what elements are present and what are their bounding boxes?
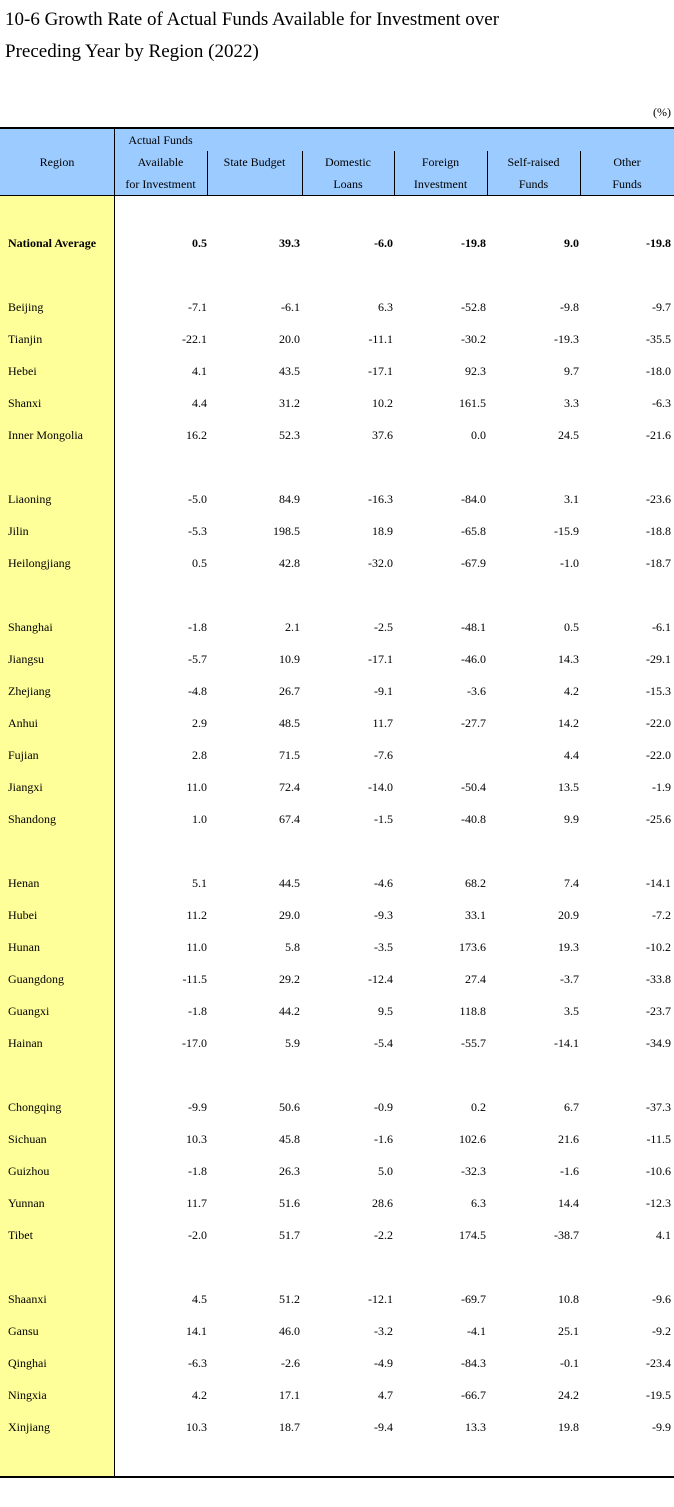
- row-region-name: Henan: [8, 876, 40, 890]
- table-row: [0, 515, 674, 547]
- row-value-cell: 4.7: [378, 1388, 393, 1402]
- header-actual-funds: [114, 129, 207, 195]
- row-value-cell: 4.2: [564, 684, 579, 698]
- table-row: [0, 1027, 674, 1059]
- row-region-name: Tibet: [8, 1228, 33, 1242]
- row-value-cell: -12.1: [368, 1292, 393, 1306]
- row-value-cell: 16.2: [186, 428, 207, 442]
- row-region-name: Ningxia: [8, 1388, 47, 1402]
- table-row: [0, 739, 674, 771]
- row-value-cell: 5.9: [285, 1036, 300, 1050]
- row-value-cell: -6.1: [652, 620, 671, 634]
- row-value-cell: 24.2: [558, 1388, 579, 1402]
- row-value-cell: -1.8: [188, 620, 207, 634]
- row-value-cell: 11.2: [186, 908, 207, 922]
- row-region-name: Yunnan: [8, 1196, 45, 1210]
- row-value-cell: -19.8: [646, 236, 671, 250]
- row-value-cell: 10.3: [186, 1132, 207, 1146]
- row-value-cell: 4.5: [192, 1292, 207, 1306]
- row-value-cell: 102.6: [459, 1132, 486, 1146]
- row-value-cell: -1.6: [560, 1164, 579, 1178]
- row-value-cell: 173.6: [459, 940, 486, 954]
- row-value-cell: -19.8: [461, 236, 486, 250]
- row-value-cell: 21.6: [558, 1132, 579, 1146]
- row-value-cell: 11.0: [186, 940, 207, 954]
- row-value-cell: -9.2: [652, 1324, 671, 1338]
- row-value-cell: 29.0: [279, 908, 300, 922]
- row-value-cell: -16.3: [368, 492, 393, 506]
- row-value-cell: 13.3: [465, 1420, 486, 1434]
- table-row: [0, 867, 674, 899]
- header-other-funds-line1: Other: [613, 155, 641, 169]
- row-value-cell: 51.7: [279, 1228, 300, 1242]
- row-value-cell: 19.8: [558, 1420, 579, 1434]
- row-value-cell: 71.5: [279, 748, 300, 762]
- table-row: [0, 419, 674, 451]
- row-value-cell: -1.8: [188, 1004, 207, 1018]
- row-value-cell: -1.0: [560, 556, 579, 570]
- row-value-cell: -2.5: [374, 620, 393, 634]
- row-value-cell: 17.1: [279, 1388, 300, 1402]
- table-row: [0, 355, 674, 387]
- table-row: [0, 675, 674, 707]
- row-value-cell: -0.1: [560, 1356, 579, 1370]
- row-value-cell: 14.3: [558, 652, 579, 666]
- row-value-cell: 67.4: [279, 812, 300, 826]
- header-other-funds: [580, 151, 674, 195]
- row-value-cell: -3.5: [374, 940, 393, 954]
- row-value-cell: 4.1: [192, 364, 207, 378]
- row-value-cell: -23.7: [646, 1004, 671, 1018]
- row-value-cell: 161.5: [459, 396, 486, 410]
- row-value-cell: 14.1: [186, 1324, 207, 1338]
- row-region-name: Hebei: [8, 364, 37, 378]
- row-region-name: Shanghai: [8, 620, 53, 634]
- row-value-cell: 9.5: [378, 1004, 393, 1018]
- row-value-cell: 31.2: [279, 396, 300, 410]
- row-value-cell: 68.2: [465, 876, 486, 890]
- row-value-cell: -10.6: [646, 1164, 671, 1178]
- row-value-cell: -34.9: [646, 1036, 671, 1050]
- row-value-cell: 29.2: [279, 972, 300, 986]
- row-value-cell: -6.0: [374, 236, 393, 250]
- row-value-cell: 43.5: [279, 364, 300, 378]
- row-value-cell: -9.1: [374, 684, 393, 698]
- row-value-cell: -6.3: [652, 396, 671, 410]
- header-foreign-investment: [394, 151, 487, 195]
- row-region-name: Heilongjiang: [8, 556, 71, 570]
- row-value-cell: -7.6: [374, 748, 393, 762]
- table-row: [0, 1315, 674, 1347]
- row-value-cell: -7.1: [188, 300, 207, 314]
- row-value-cell: 0.5: [564, 620, 579, 634]
- row-value-cell: 84.9: [279, 492, 300, 506]
- row-region-name: Xinjiang: [8, 1420, 50, 1434]
- header-actual-funds-line1: Actual Funds: [128, 133, 193, 147]
- table-row: [0, 995, 674, 1027]
- table-row: [0, 387, 674, 419]
- title-line-1: 10-6 Growth Rate of Actual Funds Available for Investment over: [5, 9, 500, 30]
- row-value-cell: -9.9: [188, 1100, 207, 1114]
- row-value-cell: -9.6: [652, 1292, 671, 1306]
- row-value-cell: -11.1: [368, 332, 393, 346]
- row-value-cell: 50.6: [279, 1100, 300, 1114]
- header-domestic-loans-line1: Domestic: [325, 155, 371, 169]
- row-value-cell: -11.5: [646, 1132, 671, 1146]
- row-region-name: Zhejiang: [8, 684, 51, 698]
- row-region-name: Shanxi: [8, 396, 42, 410]
- row-value-cell: -66.7: [461, 1388, 486, 1402]
- row-region-name: Shandong: [8, 812, 56, 826]
- row-value-cell: 3.1: [564, 492, 579, 506]
- table-row: [0, 707, 674, 739]
- row-value-cell: 10.8: [558, 1292, 579, 1306]
- row-value-cell: -55.7: [461, 1036, 486, 1050]
- row-value-cell: 51.6: [279, 1196, 300, 1210]
- row-value-cell: -1.9: [652, 780, 671, 794]
- row-value-cell: -46.0: [461, 652, 486, 666]
- row-region-name: Fujian: [8, 748, 39, 762]
- row-value-cell: 4.4: [564, 748, 579, 762]
- row-value-cell: 0.5: [192, 236, 207, 250]
- row-value-cell: -65.8: [461, 524, 486, 538]
- row-value-cell: -9.3: [374, 908, 393, 922]
- table-row: [0, 547, 674, 579]
- table-row: [0, 963, 674, 995]
- header-self-raised: [487, 151, 580, 195]
- table-row: [0, 1123, 674, 1155]
- row-value-cell: -19.3: [554, 332, 579, 346]
- header-region: Region: [39, 155, 75, 169]
- header-other-funds-line2: Funds: [612, 177, 642, 191]
- row-region-name: Gansu: [8, 1324, 39, 1338]
- row-value-cell: 52.3: [279, 428, 300, 442]
- row-value-cell: 11.7: [372, 716, 393, 730]
- row-value-cell: 9.0: [564, 236, 579, 250]
- row-value-cell: -6.3: [188, 1356, 207, 1370]
- row-value-cell: -10.2: [646, 940, 671, 954]
- row-value-cell: 0.5: [192, 556, 207, 570]
- row-value-cell: 11.7: [186, 1196, 207, 1210]
- title-line-2: Preceding Year by Region (2022): [5, 41, 259, 62]
- table-row: [0, 803, 674, 835]
- row-value-cell: 10.9: [279, 652, 300, 666]
- row-value-cell: -4.9: [374, 1356, 393, 1370]
- row-value-cell: 37.6: [372, 428, 393, 442]
- row-value-cell: -30.2: [461, 332, 486, 346]
- row-value-cell: 46.0: [279, 1324, 300, 1338]
- row-value-cell: 18.7: [279, 1420, 300, 1434]
- row-value-cell: 10.2: [372, 396, 393, 410]
- row-value-cell: -52.8: [461, 300, 486, 314]
- row-value-cell: 18.9: [372, 524, 393, 538]
- header-foreign-investment-line1: Foreign: [421, 155, 460, 169]
- row-region-name: Jiangxi: [8, 780, 43, 794]
- table-row: [0, 1283, 674, 1315]
- table-row: [0, 1219, 674, 1251]
- table-row: [0, 1379, 674, 1411]
- row-value-cell: -32.0: [368, 556, 393, 570]
- row-region-name: Jilin: [8, 524, 29, 538]
- row-value-cell: -9.8: [560, 300, 579, 314]
- row-value-cell: 5.1: [192, 876, 207, 890]
- row-value-cell: -2.0: [188, 1228, 207, 1242]
- data-table: [0, 127, 674, 1478]
- row-value-cell: -67.9: [461, 556, 486, 570]
- row-value-cell: 14.2: [558, 716, 579, 730]
- row-value-cell: 5.0: [378, 1164, 393, 1178]
- row-value-cell: 118.8: [459, 1004, 486, 1018]
- row-value-cell: -18.8: [646, 524, 671, 538]
- row-value-cell: -22.0: [646, 748, 671, 762]
- table-row: [0, 771, 674, 803]
- row-value-cell: -84.3: [461, 1356, 486, 1370]
- row-value-cell: 0.0: [471, 428, 486, 442]
- row-value-cell: -5.0: [188, 492, 207, 506]
- table-row: [0, 1187, 674, 1219]
- row-value-cell: 72.4: [279, 780, 300, 794]
- row-value-cell: 51.2: [279, 1292, 300, 1306]
- row-value-cell: -4.8: [188, 684, 207, 698]
- row-value-cell: -4.6: [374, 876, 393, 890]
- row-region-name: Sichuan: [8, 1132, 47, 1146]
- row-value-cell: -84.0: [461, 492, 486, 506]
- header-domestic-loans: [302, 151, 394, 195]
- row-value-cell: 2.1: [285, 620, 300, 634]
- row-region-name: Inner Mongolia: [8, 428, 83, 442]
- row-value-cell: -11.5: [182, 972, 207, 986]
- row-value-cell: 28.6: [372, 1196, 393, 1210]
- row-value-cell: -21.6: [646, 428, 671, 442]
- row-value-cell: 20.0: [279, 332, 300, 346]
- row-region-name: Tianjin: [8, 332, 43, 346]
- table-row: [0, 1091, 674, 1123]
- row-region-name: Shaanxi: [8, 1292, 47, 1306]
- row-region-name: Liaoning: [8, 492, 52, 506]
- header-domestic-loans-line2: Loans: [333, 177, 363, 191]
- row-value-cell: 5.8: [285, 940, 300, 954]
- row-value-cell: -27.7: [461, 716, 486, 730]
- row-value-cell: 92.3: [465, 364, 486, 378]
- header-actual-funds-line3: for Investment: [125, 177, 196, 191]
- row-region-name: Qinghai: [8, 1356, 47, 1370]
- row-value-cell: -23.4: [646, 1356, 671, 1370]
- row-region-name: Jiangsu: [8, 652, 44, 666]
- header-actual-funds-line2: Available: [137, 155, 184, 169]
- row-value-cell: -2.6: [281, 1356, 300, 1370]
- row-value-cell: -18.0: [646, 364, 671, 378]
- row-value-cell: 11.0: [186, 780, 207, 794]
- header-self-raised-line1: Self-raised: [507, 155, 560, 169]
- row-value-cell: -18.7: [646, 556, 671, 570]
- row-value-cell: -22.0: [646, 716, 671, 730]
- table-row: [0, 899, 674, 931]
- row-value-cell: -12.3: [646, 1196, 671, 1210]
- row-value-cell: -1.5: [374, 812, 393, 826]
- row-value-cell: -6.1: [281, 300, 300, 314]
- row-value-cell: 14.4: [558, 1196, 579, 1210]
- row-value-cell: 4.4: [192, 396, 207, 410]
- row-value-cell: -3.6: [467, 684, 486, 698]
- row-value-cell: -17.1: [368, 652, 393, 666]
- row-value-cell: -15.3: [646, 684, 671, 698]
- row-value-cell: 45.8: [279, 1132, 300, 1146]
- row-value-cell: 26.7: [279, 684, 300, 698]
- row-value-cell: -32.3: [461, 1164, 486, 1178]
- row-value-cell: -1.8: [188, 1164, 207, 1178]
- row-value-cell: -19.5: [646, 1388, 671, 1402]
- row-value-cell: 33.1: [465, 908, 486, 922]
- row-value-cell: 39.3: [279, 236, 300, 250]
- row-value-cell: -12.4: [368, 972, 393, 986]
- row-value-cell: -5.3: [188, 524, 207, 538]
- row-region-name: Hunan: [8, 940, 40, 954]
- row-value-cell: -17.0: [182, 1036, 207, 1050]
- row-value-cell: 3.3: [564, 396, 579, 410]
- row-value-cell: -7.2: [652, 908, 671, 922]
- row-value-cell: -0.9: [374, 1100, 393, 1114]
- row-region-name: Guangxi: [8, 1004, 50, 1018]
- table-row: [0, 1347, 674, 1379]
- row-value-cell: 9.9: [564, 812, 579, 826]
- table-row: [0, 227, 674, 259]
- header-foreign-investment-line2: Investment: [413, 177, 468, 191]
- row-region-name: Anhui: [8, 716, 38, 730]
- row-value-cell: 9.7: [564, 364, 579, 378]
- table-row: [0, 931, 674, 963]
- table-row: [0, 291, 674, 323]
- row-value-cell: 48.5: [279, 716, 300, 730]
- row-value-cell: 4.1: [656, 1228, 671, 1242]
- header-self-raised-line2: Funds: [518, 177, 549, 191]
- row-value-cell: 6.7: [564, 1100, 579, 1114]
- row-value-cell: -29.1: [646, 652, 671, 666]
- row-value-cell: -14.1: [646, 876, 671, 890]
- row-value-cell: -9.7: [652, 300, 671, 314]
- row-value-cell: 24.5: [558, 428, 579, 442]
- row-value-cell: 198.5: [273, 524, 300, 538]
- unit-label: (%): [653, 105, 671, 119]
- row-value-cell: 13.5: [558, 780, 579, 794]
- row-value-cell: -25.6: [646, 812, 671, 826]
- row-value-cell: -38.7: [554, 1228, 579, 1242]
- row-region-name: Guangdong: [8, 972, 64, 986]
- table-row: [0, 1411, 674, 1443]
- row-value-cell: 10.3: [186, 1420, 207, 1434]
- row-value-cell: -14.0: [368, 780, 393, 794]
- row-value-cell: -15.9: [554, 524, 579, 538]
- table-header: [0, 129, 674, 196]
- row-value-cell: 7.4: [564, 876, 579, 890]
- row-value-cell: 1.0: [192, 812, 207, 826]
- table-row: [0, 611, 674, 643]
- row-value-cell: 2.8: [192, 748, 207, 762]
- row-value-cell: -3.2: [374, 1324, 393, 1338]
- row-value-cell: 20.9: [558, 908, 579, 922]
- row-value-cell: -1.6: [374, 1132, 393, 1146]
- row-value-cell: 44.5: [279, 876, 300, 890]
- row-value-cell: -9.9: [652, 1420, 671, 1434]
- row-value-cell: -33.8: [646, 972, 671, 986]
- row-region-name: Hubei: [8, 908, 38, 922]
- table-row: [0, 483, 674, 515]
- row-value-cell: -17.1: [368, 364, 393, 378]
- row-value-cell: -50.4: [461, 780, 486, 794]
- row-value-cell: -4.1: [467, 1324, 486, 1338]
- row-region-name: Guizhou: [8, 1164, 50, 1178]
- row-value-cell: -22.1: [182, 332, 207, 346]
- table-title: [5, 4, 665, 68]
- row-value-cell: -5.4: [374, 1036, 393, 1050]
- row-region-name: Hainan: [8, 1036, 43, 1050]
- row-value-cell: -9.4: [374, 1420, 393, 1434]
- row-value-cell: 6.3: [471, 1196, 486, 1210]
- row-value-cell: 25.1: [558, 1324, 579, 1338]
- row-value-cell: 174.5: [459, 1228, 486, 1242]
- row-value-cell: -48.1: [461, 620, 486, 634]
- row-value-cell: -37.3: [646, 1100, 671, 1114]
- row-region-name: National Average: [8, 236, 97, 250]
- table-row: [0, 323, 674, 355]
- row-value-cell: -23.6: [646, 492, 671, 506]
- row-value-cell: -14.1: [554, 1036, 579, 1050]
- row-region-name: Chongqing: [8, 1100, 62, 1114]
- row-value-cell: -2.2: [374, 1228, 393, 1242]
- row-value-cell: -40.8: [461, 812, 486, 826]
- row-value-cell: 26.3: [279, 1164, 300, 1178]
- row-region-name: Beijing: [8, 300, 44, 314]
- row-value-cell: 2.9: [192, 716, 207, 730]
- header-state-budget: State Budget: [223, 155, 286, 169]
- row-value-cell: 19.3: [558, 940, 579, 954]
- row-value-cell: 42.8: [279, 556, 300, 570]
- table-row: [0, 643, 674, 675]
- row-value-cell: -69.7: [461, 1292, 486, 1306]
- row-value-cell: -35.5: [646, 332, 671, 346]
- table-row: [0, 1155, 674, 1187]
- row-value-cell: -3.7: [560, 972, 579, 986]
- row-value-cell: 0.2: [471, 1100, 486, 1114]
- row-value-cell: 3.5: [564, 1004, 579, 1018]
- row-value-cell: -5.7: [188, 652, 207, 666]
- row-value-cell: 27.4: [465, 972, 486, 986]
- row-value-cell: 6.3: [378, 300, 393, 314]
- row-value-cell: 44.2: [279, 1004, 300, 1018]
- row-value-cell: 4.2: [192, 1388, 207, 1402]
